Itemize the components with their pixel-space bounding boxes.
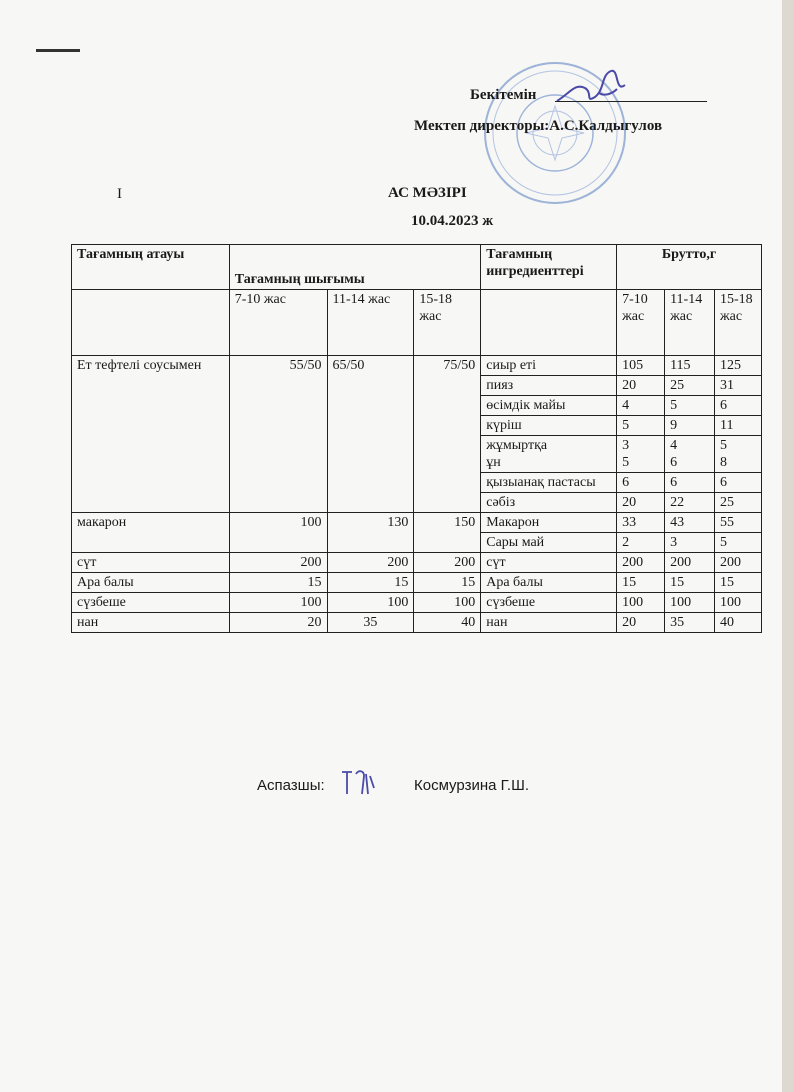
col-header-yield: Тағамның шығымы bbox=[229, 245, 481, 290]
ingredient-cell: сүзбеше bbox=[481, 593, 617, 613]
gross-age: 11-14 жас bbox=[665, 290, 715, 356]
gross-cell: 15 bbox=[665, 573, 715, 593]
gross-cell: 100 bbox=[617, 593, 665, 613]
ingredient-cell: Сары май bbox=[481, 533, 617, 553]
ingredient-cell: пияз bbox=[481, 376, 617, 396]
dish-name: макарон bbox=[72, 513, 230, 553]
gross-cell: 20 bbox=[617, 613, 665, 633]
yield-cell: 65/50 bbox=[327, 356, 414, 513]
director-line: Мектеп директоры:А.С.Калдыгулов bbox=[414, 118, 663, 134]
table-row bbox=[72, 613, 762, 633]
gross-cell: 43 bbox=[665, 513, 715, 533]
yield-cell: 130 bbox=[327, 513, 414, 553]
gross-cell: 3 5 bbox=[617, 436, 665, 473]
gross-cell: 20 bbox=[617, 376, 665, 396]
gross-cell: 2 bbox=[617, 533, 665, 553]
col-header-dish: Тағамның атауы bbox=[72, 245, 230, 290]
gross-cell: 35 bbox=[665, 613, 715, 633]
table-age-row bbox=[72, 290, 762, 356]
gross-cell: 6 bbox=[715, 473, 762, 493]
ingredient-cell: сәбіз bbox=[481, 493, 617, 513]
yield-cell: 200 bbox=[327, 553, 414, 573]
table-row bbox=[72, 553, 762, 573]
dish-name: сүзбеше bbox=[72, 593, 230, 613]
table-row bbox=[72, 356, 762, 376]
yield-cell: 20 bbox=[229, 613, 327, 633]
col-header-gross: Брутто,г bbox=[617, 245, 762, 290]
table-row bbox=[72, 593, 762, 613]
gross-cell: 200 bbox=[617, 553, 665, 573]
ingredient-cell: нан bbox=[481, 613, 617, 633]
page-title: АС МӘЗІРІ bbox=[388, 185, 467, 201]
dish-name: сүт bbox=[72, 553, 230, 573]
gross-cell: 200 bbox=[665, 553, 715, 573]
gross-cell: 5 bbox=[617, 416, 665, 436]
ingredient-cell: Макарон bbox=[481, 513, 617, 533]
yield-age: 11-14 жас bbox=[327, 290, 414, 356]
gross-cell: 100 bbox=[665, 593, 715, 613]
gross-cell: 11 bbox=[715, 416, 762, 436]
cook-signature bbox=[338, 768, 378, 798]
gross-cell: 5 bbox=[665, 396, 715, 416]
cook-name: Космурзина Г.Ш. bbox=[414, 777, 529, 794]
gross-cell: 6 bbox=[665, 473, 715, 493]
ingredient-cell: Ара балы bbox=[481, 573, 617, 593]
dish-name: нан bbox=[72, 613, 230, 633]
ingredient-cell: сиыр еті bbox=[481, 356, 617, 376]
yield-cell: 200 bbox=[229, 553, 327, 573]
gross-cell: 6 bbox=[715, 396, 762, 416]
yield-cell: 40 bbox=[414, 613, 481, 633]
ingredient-cell: жұмыртқа ұн bbox=[481, 436, 617, 473]
signature-line bbox=[555, 101, 707, 102]
yield-age: 15-18 жас bbox=[414, 290, 481, 356]
table-row bbox=[72, 513, 762, 533]
dish-name: Ет тефтелі соусымен bbox=[72, 356, 230, 513]
gross-cell: 3 bbox=[665, 533, 715, 553]
gross-cell: 20 bbox=[617, 493, 665, 513]
gross-cell: 4 bbox=[617, 396, 665, 416]
gross-age: 15-18 жас bbox=[715, 290, 762, 356]
ingredient-cell: қызыанақ пастасы bbox=[481, 473, 617, 493]
yield-cell: 100 bbox=[327, 593, 414, 613]
approve-label: Бекітемін bbox=[470, 87, 537, 103]
gross-cell: 105 bbox=[617, 356, 665, 376]
gross-cell: 125 bbox=[715, 356, 762, 376]
gross-cell: 25 bbox=[665, 376, 715, 396]
ingredient-cell: күріш bbox=[481, 416, 617, 436]
yield-cell: 75/50 bbox=[414, 356, 481, 513]
menu-date: 10.04.2023 ж bbox=[411, 213, 494, 229]
gross-cell: 9 bbox=[665, 416, 715, 436]
menu-table bbox=[71, 244, 762, 633]
gross-age: 7-10 жас bbox=[617, 290, 665, 356]
yield-age: 7-10 жас bbox=[229, 290, 327, 356]
yield-cell: 200 bbox=[414, 553, 481, 573]
gross-cell: 200 bbox=[715, 553, 762, 573]
gross-cell: 31 bbox=[715, 376, 762, 396]
dish-name: Ара балы bbox=[72, 573, 230, 593]
gross-cell: 25 bbox=[715, 493, 762, 513]
gross-cell: 22 bbox=[665, 493, 715, 513]
col-header-ingredients: Тағамның ингредиенттері bbox=[481, 245, 617, 290]
yield-cell: 100 bbox=[229, 593, 327, 613]
cook-label: Аспазшы: bbox=[257, 777, 325, 794]
yield-cell: 15 bbox=[229, 573, 327, 593]
gross-cell: 55 bbox=[715, 513, 762, 533]
yield-cell: 55/50 bbox=[229, 356, 327, 513]
gross-cell: 5 8 bbox=[715, 436, 762, 473]
table-header-row bbox=[72, 245, 762, 290]
gross-cell: 115 bbox=[665, 356, 715, 376]
gross-cell: 33 bbox=[617, 513, 665, 533]
roman-numeral: I bbox=[117, 186, 122, 202]
yield-cell: 100 bbox=[229, 513, 327, 553]
yield-cell: 15 bbox=[327, 573, 414, 593]
gross-cell: 6 bbox=[617, 473, 665, 493]
yield-cell: 35 bbox=[327, 613, 414, 633]
table-row bbox=[72, 573, 762, 593]
gross-cell: 40 bbox=[715, 613, 762, 633]
corner-mark bbox=[36, 49, 80, 52]
ingredient-cell: сүт bbox=[481, 553, 617, 573]
yield-cell: 15 bbox=[414, 573, 481, 593]
gross-cell: 15 bbox=[617, 573, 665, 593]
gross-cell: 100 bbox=[715, 593, 762, 613]
yield-cell: 150 bbox=[414, 513, 481, 553]
gross-cell: 15 bbox=[715, 573, 762, 593]
gross-cell: 4 6 bbox=[665, 436, 715, 473]
gross-cell: 5 bbox=[715, 533, 762, 553]
ingredient-cell: өсімдік майы bbox=[481, 396, 617, 416]
page-edge-shadow bbox=[782, 0, 794, 1092]
yield-cell: 100 bbox=[414, 593, 481, 613]
